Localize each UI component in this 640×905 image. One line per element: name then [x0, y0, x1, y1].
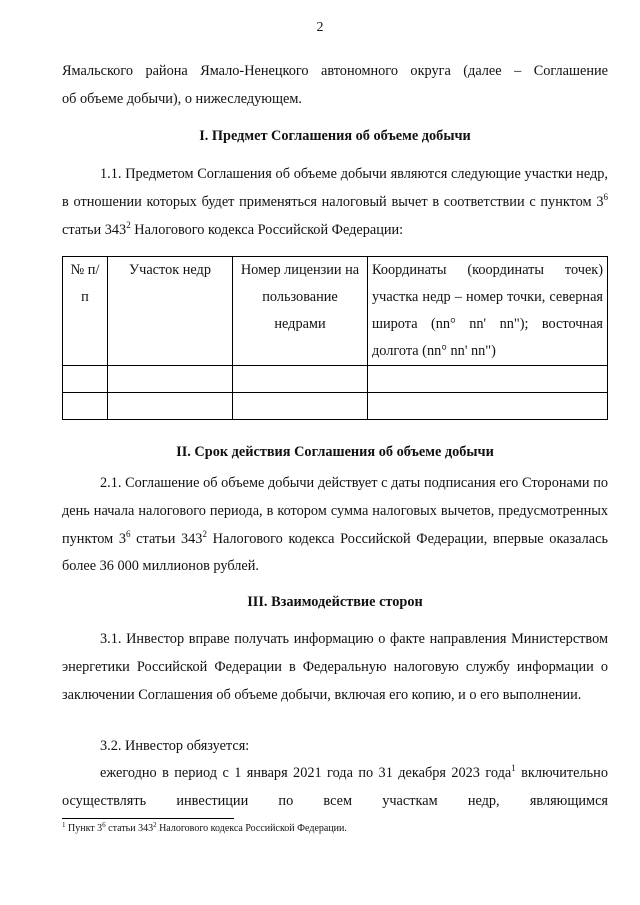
- table-cell: [63, 366, 108, 393]
- subsoil-sites-table: [62, 256, 608, 420]
- p31-text: 3.1. Инвестор вправе получать информацию о факте направления Министерством энергетики Российской Федерации в Федеральную налоговую службу информации о заключении Соглашения об объеме добычи, включая его копию, и о его выполнении.: [62, 631, 608, 703]
- footnote-mark: 1: [62, 821, 66, 829]
- p32-text: 3.2. Инвестор обязуется:: [100, 738, 250, 754]
- table-row: [63, 366, 608, 393]
- paragraph-3-2: [62, 733, 608, 761]
- p21-text-b: статьи 343: [130, 530, 203, 547]
- p11-text-c: Налогового кодекса Российской Федерации:: [130, 221, 404, 238]
- p21-sup-2: 2: [202, 528, 207, 539]
- footnote-text-c: Налогового кодекса Российской Федерации.: [156, 823, 347, 834]
- paragraph-3-2-a: [62, 760, 608, 816]
- p11-sup-2: 2: [126, 219, 131, 230]
- table-cell: [368, 393, 608, 420]
- p32a-sup: 1: [511, 763, 516, 773]
- table-cell: [233, 393, 368, 420]
- footnote-divider: [62, 818, 234, 819]
- table-cell: [108, 366, 233, 393]
- intro-paragraph: [62, 58, 608, 114]
- table-cell: [63, 393, 108, 420]
- table-cell: [108, 393, 233, 420]
- section-3-title: III. Взаимодействие сторон: [247, 594, 423, 610]
- intro-line-2: об объеме добычи), о нижеследующем.: [62, 90, 302, 107]
- section-1-title: I. Предмет Соглашения об объеме добычи: [199, 128, 471, 144]
- p21-text-a: 2.1. Соглашение об объеме добычи действует с даты подписания его Сторонами по день начала налогового периода, в котором сумма налоговых вычетов, предусмотренных пунктом 3: [62, 475, 608, 547]
- p11-text-b: статьи 343: [62, 221, 127, 238]
- p11-sup-1: 6: [603, 191, 608, 202]
- p21-sup-1: 6: [126, 528, 131, 539]
- table-header-row: [63, 257, 608, 366]
- p32a-text-a: ежегодно в период с 1 января 2021 года по 31 декабря 2023 года: [100, 765, 512, 781]
- intro-line-1: Ямальского района Ямало-Ненецкого автономного округа (далее – Соглашение: [62, 63, 608, 79]
- footnote: [62, 823, 347, 834]
- paragraph-2-1: [62, 470, 608, 581]
- table-row: [63, 393, 608, 420]
- page-number: 2: [316, 20, 324, 35]
- header-coords: Координаты (координаты точек) участка недр – номер точки, северная широта (nn° nn' nn"); восточная долгота (nn° nn' nn"): [368, 257, 608, 366]
- p32a-text-b: включительно осуществлять инвестиции по всем участкам недр, являющимся: [62, 765, 608, 809]
- footnote-text-b: статьи 343: [105, 823, 154, 834]
- paragraph-1-1: [62, 161, 608, 244]
- footnote-sup-2: 2: [153, 821, 157, 829]
- table-cell: [233, 366, 368, 393]
- p11-text-a: 1.1. Предметом Соглашения об объеме добычи являются следующие участки недр, в отношении которых будет применяться налоговый вычет в соответствии с пунктом 3: [62, 166, 608, 210]
- section-2-title: II. Срок действия Соглашения об объеме добычи: [176, 444, 494, 460]
- paragraph-3-1: [62, 626, 608, 709]
- header-num: № п/п: [63, 257, 108, 366]
- table-cell: [368, 366, 608, 393]
- header-license: Номер лицензии на пользование недрами: [233, 257, 368, 366]
- p21-text-c: Налогового кодекса Российской Федерации, впервые оказалась более 36 000 миллионов рублей.: [62, 530, 608, 575]
- header-site: Участок недр: [108, 257, 233, 366]
- footnote-text-a: Пункт 3: [65, 823, 103, 834]
- footnote-sup-1: 6: [102, 821, 106, 829]
